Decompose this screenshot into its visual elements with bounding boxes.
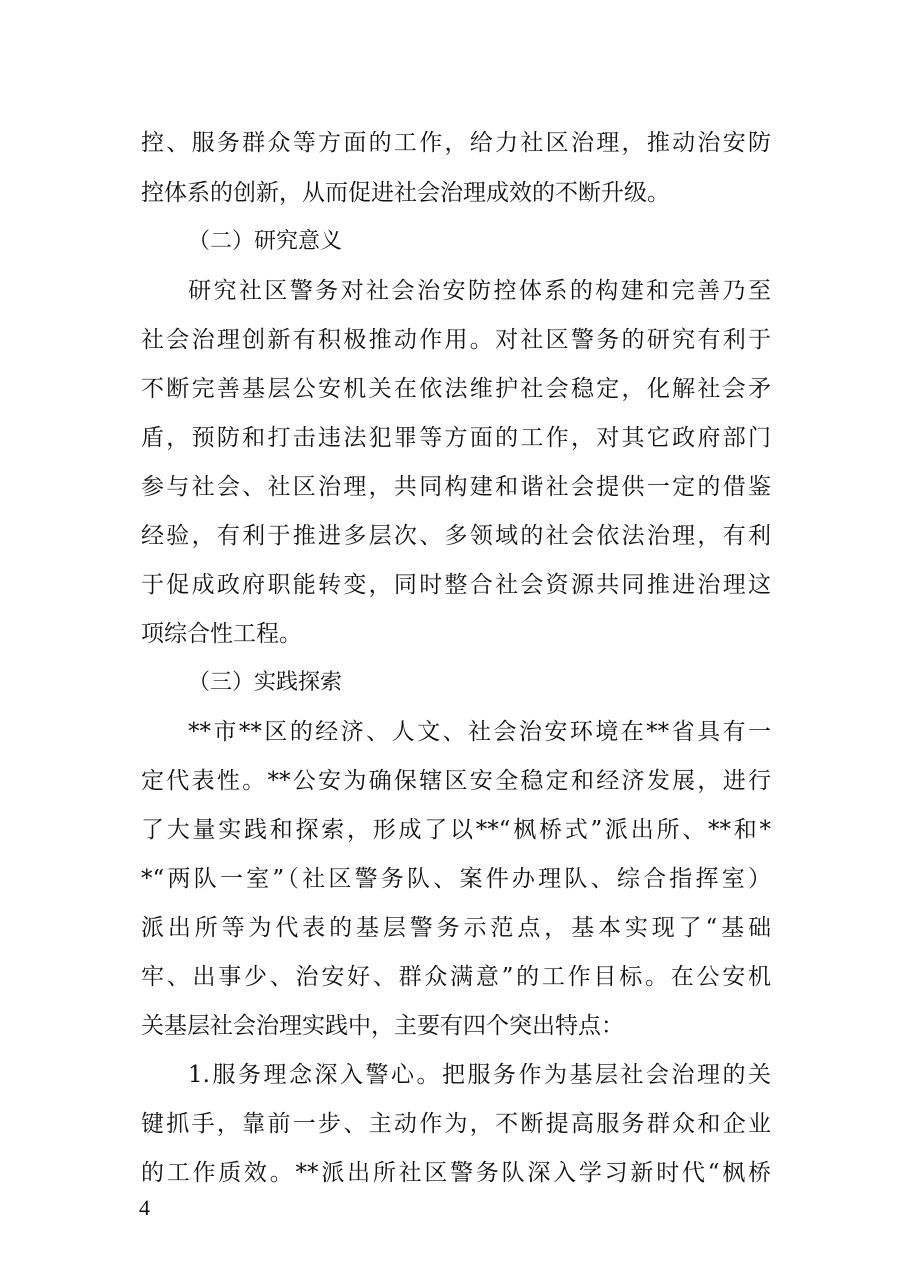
- text-line: 定代表性。**公安为确保辖区安全稳定和经济发展，进行: [141, 768, 771, 794]
- text-line: 经验，有利于推进多层次、多领域的社会依法治理，有利: [141, 523, 771, 549]
- text-line: 控、服务群众等方面的工作，给力社区治理，推动治安防: [141, 130, 771, 156]
- section-heading: （二）研究意义: [188, 229, 343, 254]
- section-heading: （三）实践探索: [188, 670, 343, 695]
- text-line: **市**区的经济、人文、社会治安环境在**省具有一: [188, 719, 771, 745]
- text-line: 社会治理创新有积极推动作用。对社区警务的研究有利于: [141, 327, 771, 353]
- text-line: 键抓手，靠前一步、主动作为，不断提高服务群众和企业: [141, 1111, 771, 1137]
- text-line: 参与社会、社区治理，共同构建和谐社会提供一定的借鉴: [141, 474, 771, 500]
- text-line: 控体系的创新，从而促进社会治理成效的不断升级。: [141, 180, 670, 206]
- text-line: 派出所等为代表的基层警务示范点，基本实现了“基础: [141, 915, 771, 941]
- text-line: 1.服务理念深入警心。把服务作为基层社会治理的关: [188, 1062, 771, 1088]
- page-number: 4: [139, 1195, 150, 1220]
- text-line: 的工作质效。**派出所社区警务队深入学习新时代“枫桥: [141, 1160, 771, 1186]
- text-line: *“两队一室”（社区警务队、案件办理队、综合指挥室）: [141, 866, 771, 892]
- text-line: 关基层社会治理实践中，主要有四个突出特点：: [141, 1013, 624, 1039]
- text-line: 不断完善基层公安机关在依法维护社会稳定，化解社会矛: [141, 376, 771, 402]
- text-line: 研究社区警务对社会治安防控体系的构建和完善乃至: [188, 278, 771, 304]
- text-line: 了大量实践和探索，形成了以**“枫桥式”派出所、**和*: [141, 817, 771, 843]
- text-line: 项综合性工程。: [141, 621, 302, 647]
- text-line: 盾，预防和打击违法犯罪等方面的工作，对其它政府部门: [141, 425, 771, 451]
- text-line: 牢、出事少、治安好、群众满意”的工作目标。在公安机: [141, 964, 771, 990]
- text-line: 于促成政府职能转变，同时整合社会资源共同推进治理这: [141, 572, 771, 598]
